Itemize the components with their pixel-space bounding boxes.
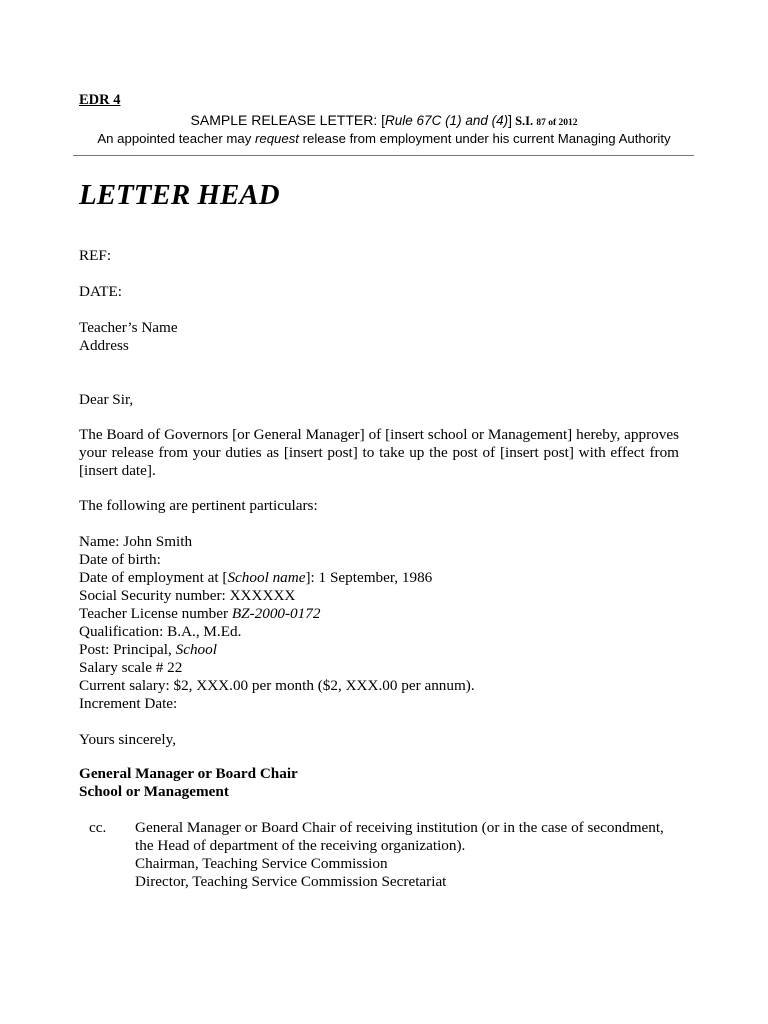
- header-divider: [73, 155, 694, 156]
- license-label: Teacher License number: [79, 605, 232, 622]
- cc-item: General Manager or Board Chair of receiving institution (or in the case of secondment,: [135, 819, 664, 836]
- si-label: S.I.: [511, 114, 537, 128]
- particulars-intro: The following are pertinent particulars:: [79, 497, 318, 514]
- post-label: Post: Principal,: [79, 641, 176, 658]
- employment-date: ]: 1 September, 1986: [305, 569, 433, 586]
- particulars-list: [79, 533, 475, 713]
- address-field: Address: [79, 337, 129, 354]
- document-title: [0, 111, 768, 132]
- particular-salary-scale: Salary scale # 22: [79, 659, 183, 676]
- particular-name: Name: John Smith: [79, 533, 193, 550]
- letter-head-title: LETTER HEAD: [79, 179, 280, 211]
- si-reference: [512, 114, 578, 128]
- teacher-name-field: Teacher’s Name: [79, 319, 178, 336]
- ref-field: REF:: [79, 247, 112, 264]
- paragraph-line-2: your release from your duties as [insert post] to take up the post of [insert post] with effect from: [79, 444, 679, 461]
- cc-item: the Head of department of the receiving organization).: [135, 837, 466, 854]
- salutation: Dear Sir,: [79, 391, 134, 408]
- particular-current-salary: Current salary: $2, XXX.00 per month ($2, XXX.00 per annum).: [79, 677, 475, 694]
- particular-employment-date: [79, 569, 475, 587]
- subtitle-emphasis: request: [254, 131, 299, 146]
- particular-post: [79, 641, 475, 659]
- signatory-organization: School or Management: [79, 783, 229, 800]
- subtitle-end: release from employment under his current Managing Authority: [298, 131, 671, 146]
- employment-school: School name: [227, 569, 306, 586]
- rule-reference: Rule 67C (1) and (4): [385, 113, 509, 128]
- approval-paragraph: [79, 426, 679, 480]
- cc-item: Director, Teaching Service Commission Secretariat: [135, 873, 447, 890]
- license-value: BZ-2000-0172: [231, 605, 321, 622]
- cc-label: cc.: [89, 819, 107, 836]
- si-number: 87 of 2012: [536, 118, 578, 128]
- employment-label: Date of employment at [: [79, 569, 228, 586]
- post-school: School: [175, 641, 217, 658]
- paragraph-line-1: The Board of Governors [or General Manager] of [insert school or Management] hereby, approves: [79, 426, 679, 443]
- paragraph-line-3: [insert date].: [79, 462, 156, 479]
- title-prefix: SAMPLE RELEASE LETTER: [: [190, 112, 386, 128]
- title-bracket-close: ]: [508, 112, 512, 128]
- particular-dob: Date of birth:: [79, 551, 161, 568]
- particular-increment-date: Increment Date:: [79, 695, 178, 712]
- particular-license: [79, 605, 475, 623]
- document-code: EDR 4: [79, 92, 121, 108]
- subtitle-start: An appointed teacher may: [97, 131, 255, 146]
- closing: Yours sincerely,: [79, 731, 177, 748]
- particular-qualification: Qualification: B.A., M.Ed.: [79, 623, 242, 640]
- cc-item: Chairman, Teaching Service Commission: [135, 855, 388, 872]
- cc-list: [135, 819, 664, 891]
- document-subtitle: [0, 130, 768, 147]
- signatory-title: General Manager or Board Chair: [79, 765, 298, 782]
- particular-ssn: Social Security number: XXXXXX: [79, 587, 296, 604]
- date-field: DATE:: [79, 283, 123, 300]
